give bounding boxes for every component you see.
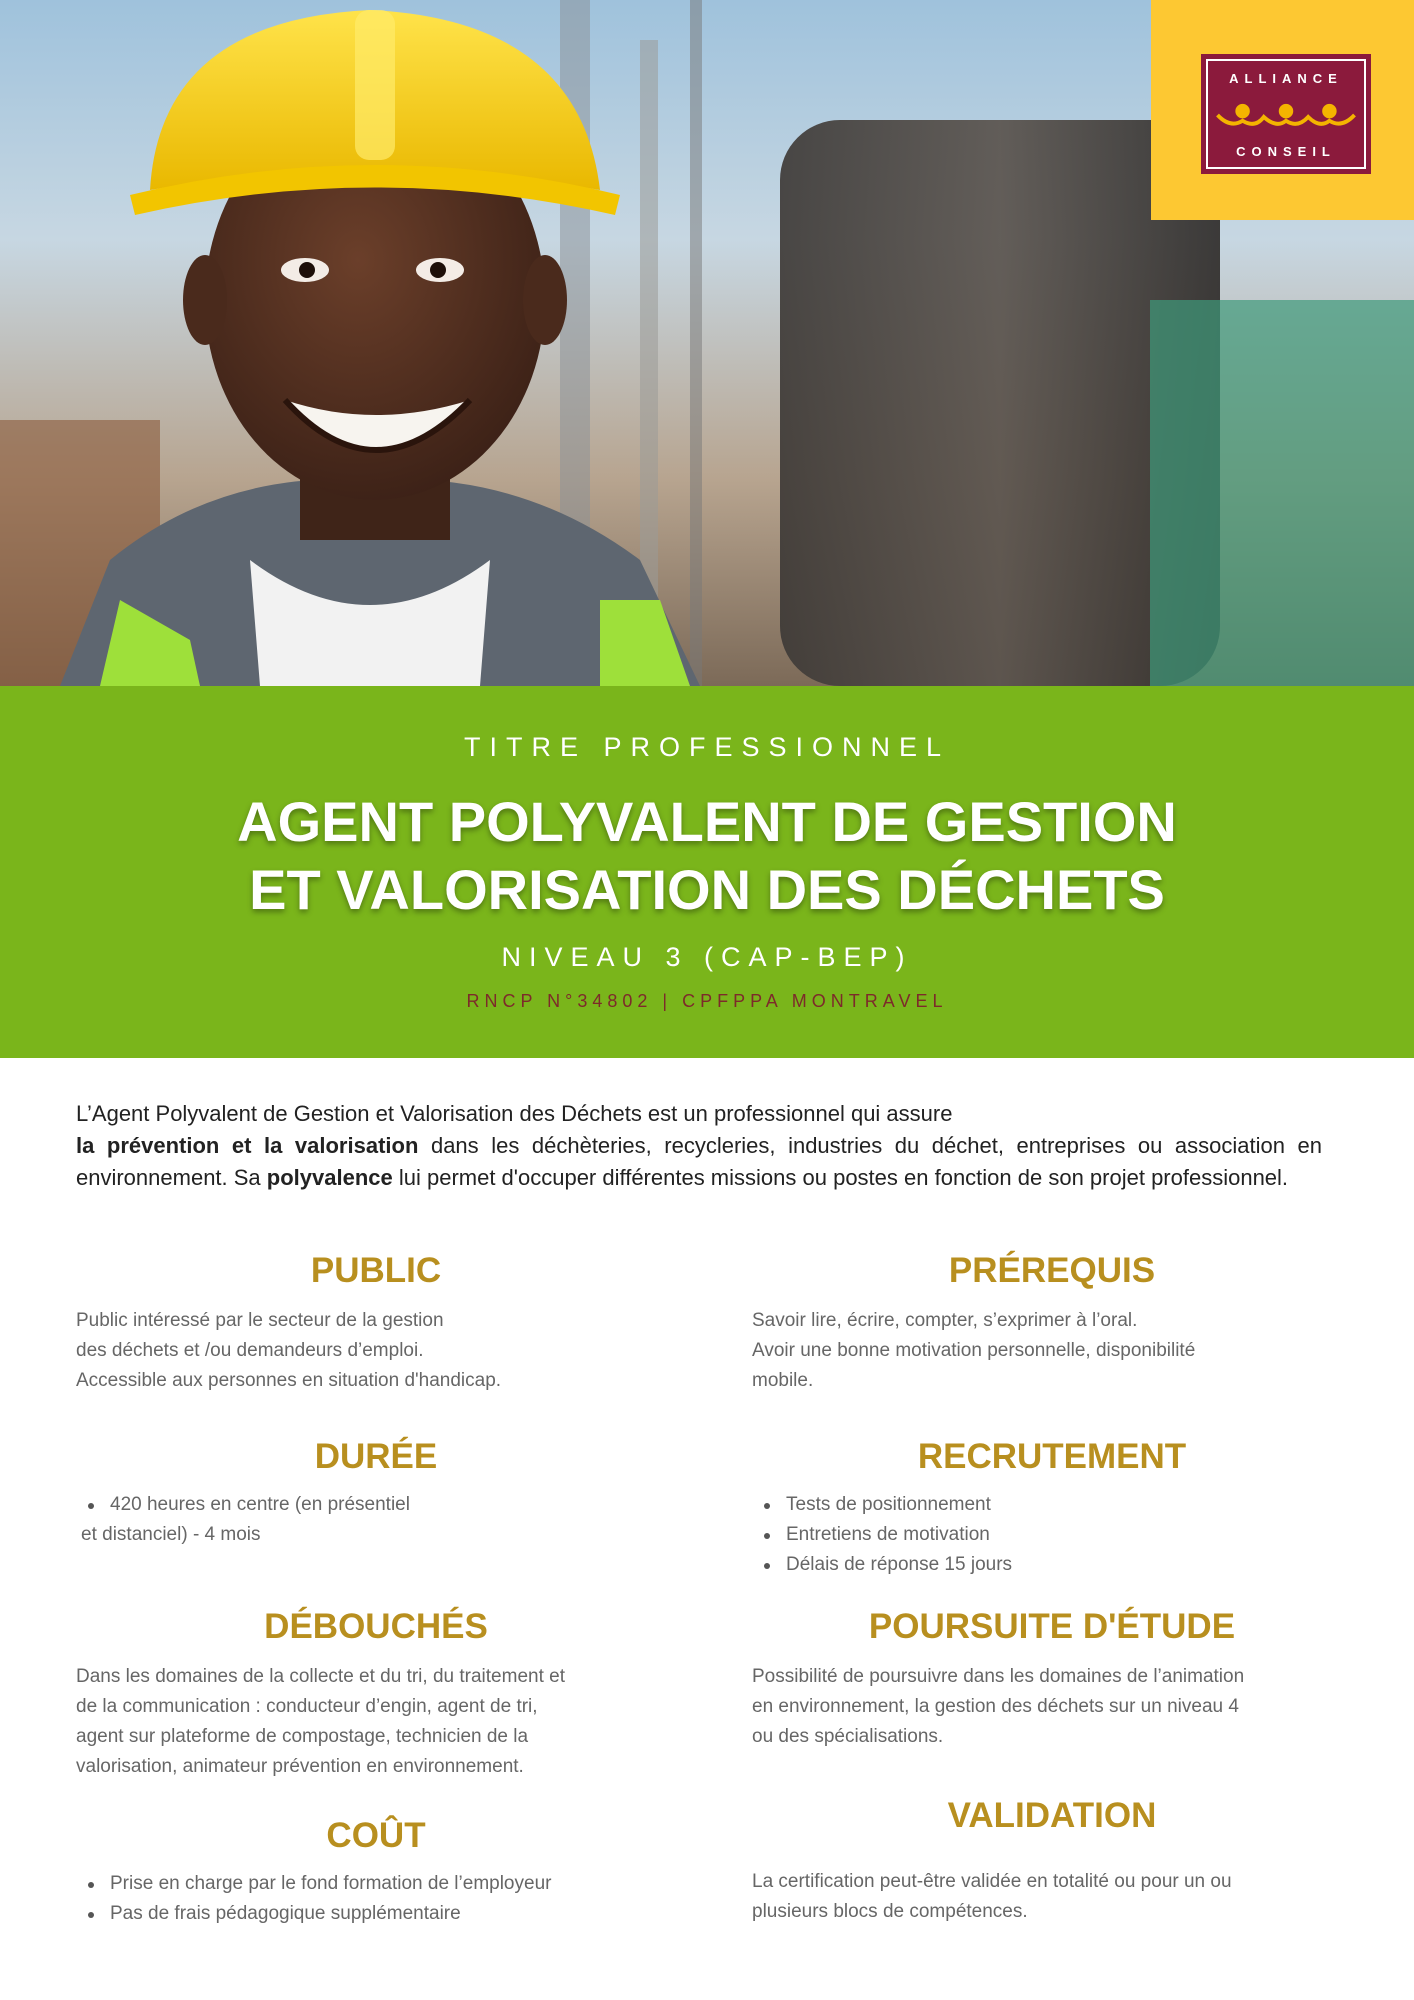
list-item: Entretiens de motivation: [752, 1520, 1352, 1550]
section-public: [76, 1250, 676, 1396]
section-title: PUBLIC: [310, 1251, 442, 1290]
people-icon: [1204, 95, 1368, 135]
intro-line-1: L’Agent Polyvalent de Gestion et Valorisation des Déchets est un professionnel qui assure: [76, 1101, 953, 1126]
text-line: plusieurs blocs de compétences.: [752, 1901, 1028, 1922]
section-prerequis: [752, 1250, 1352, 1396]
title-band: [0, 686, 1414, 1058]
text-line: mobile.: [752, 1370, 814, 1391]
section-validation: [752, 1795, 1352, 1927]
text-line: Savoir lire, écrire, compter, s’exprimer à l’oral.: [752, 1310, 1138, 1331]
rncp-label: RNCP N°34802 | CPFPPA MONTRAVEL: [466, 991, 948, 1011]
text-line: Possibilité de poursuivre dans les domaines de l’animation: [752, 1666, 1245, 1687]
bullet-list: [76, 1869, 676, 1929]
intro-rest: [76, 1130, 1322, 1194]
text-line: des déchets et /ou demandeurs d’emploi.: [76, 1340, 424, 1361]
logo-container: [1151, 0, 1414, 220]
section-text: [752, 1306, 1352, 1396]
text-line: Dans les domaines de la collecte et du tri, du traitement et: [76, 1666, 565, 1687]
list-item: Pas de frais pédagogique supplémentaire: [76, 1899, 676, 1929]
alliance-conseil-logo: [1201, 54, 1371, 174]
section-text: [76, 1662, 676, 1782]
list-item: 420 heures en centre (en présentiel: [76, 1490, 676, 1520]
logo-top-text: ALLIANCE: [1229, 71, 1343, 86]
intro-text-2: dans les déchèteries, recycleries, industries du déchet, entreprises ou association en environnement. Sa: [76, 1133, 1322, 1190]
bullet-list: [752, 1490, 1352, 1580]
section-title: COÛT: [326, 1816, 426, 1855]
text-line: ou des spécialisations.: [752, 1726, 944, 1747]
text-line: et distanciel) - 4 mois: [81, 1524, 261, 1545]
section-title: DURÉE: [314, 1437, 438, 1476]
list-item: Délais de réponse 15 jours: [752, 1550, 1352, 1580]
section-title: VALIDATION: [947, 1796, 1157, 1835]
bullet-list: [76, 1490, 676, 1520]
section-title: RECRUTEMENT: [917, 1437, 1187, 1476]
title-line-2: ET VALORISATION DES DÉCHETS: [249, 858, 1165, 921]
level-label: NIVEAU 3 (CAP-BEP): [501, 942, 913, 972]
text-line: de la communication : conducteur d’engin, agent de tri,: [76, 1696, 538, 1717]
page-title: [0, 788, 1414, 924]
section-duree: [76, 1436, 676, 1550]
overline: TITRE PROFESSIONNEL: [463, 732, 951, 762]
section-debouches: [76, 1606, 676, 1782]
intro-bold-2: polyvalence: [266, 1165, 393, 1190]
text-line: Avoir une bonne motivation personnelle, disponibilité: [752, 1340, 1196, 1361]
section-title: DÉBOUCHÉS: [264, 1607, 488, 1646]
text-line: agent sur plateforme de compostage, technicien de la: [76, 1726, 529, 1747]
text-line: Public intéressé par le secteur de la gestion: [76, 1310, 444, 1331]
section-text: [76, 1306, 676, 1396]
logo-bottom-text: CONSEIL: [1236, 144, 1336, 159]
section-cout: [76, 1815, 676, 1929]
section-text: [752, 1867, 1352, 1927]
section-title: PRÉREQUIS: [948, 1251, 1156, 1290]
title-line-1: AGENT POLYVALENT DE GESTION: [237, 790, 1177, 853]
text-line: valorisation, animateur prévention en environnement.: [76, 1756, 524, 1777]
section-text: [752, 1662, 1352, 1752]
section-title: POURSUITE D'ÉTUDE: [868, 1607, 1236, 1646]
intro-paragraph: [76, 1098, 1322, 1194]
text-line: La certification peut-être validée en totalité ou pour un ou: [752, 1871, 1232, 1892]
section-recrutement: [752, 1436, 1352, 1580]
list-item: Tests de positionnement: [752, 1490, 1352, 1520]
text-line: en environnement, la gestion des déchets sur un niveau 4: [752, 1696, 1239, 1717]
intro-text-3: lui permet d'occuper différentes missions ou postes en fonction de son projet professionnel.: [392, 1165, 1289, 1190]
intro-bold-1: la prévention et la valorisation: [76, 1133, 419, 1158]
list-item: Prise en charge par le fond formation de l’employeur: [76, 1869, 676, 1899]
section-poursuite: [752, 1606, 1352, 1752]
text-line: Accessible aux personnes en situation d'handicap.: [76, 1370, 502, 1391]
